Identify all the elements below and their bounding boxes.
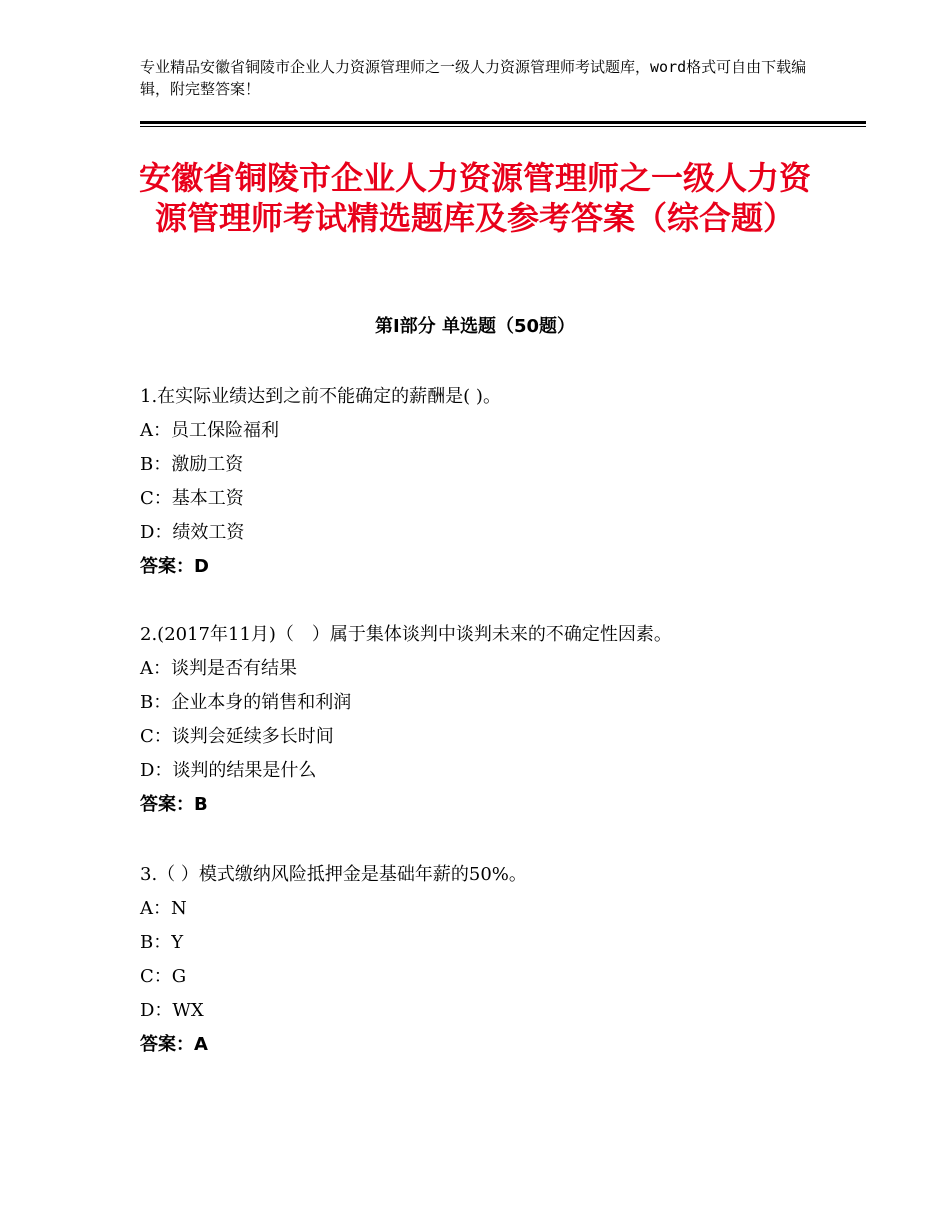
answer: 答案：D [140, 556, 209, 577]
answer: 答案：B [140, 794, 208, 815]
option-a: A：N [140, 898, 187, 919]
question-1 [140, 380, 840, 584]
answer: 答案：A [140, 1034, 208, 1055]
option-a: A：谈判是否有结果 [140, 658, 297, 679]
header-note: 专业精品安徽省铜陵市企业人力资源管理师之一级人力资源管理师考试题库，word格式可自由下载编辑，附完整答案！ [140, 58, 807, 98]
option-c: C：基本工资 [140, 488, 244, 509]
document-title: 安徽省铜陵市企业人力资源管理师之一级人力资源管理师考试精选题库及参考答案（综合题） [138, 159, 811, 237]
option-b: B：Y [140, 932, 184, 953]
question-2 [140, 618, 840, 822]
header-rule-thin [140, 126, 866, 127]
header-rule-thick [140, 121, 866, 124]
question-stem: 1.在实际业绩达到之前不能确定的薪酬是( )。 [140, 386, 501, 407]
option-d: D：绩效工资 [140, 522, 245, 543]
option-d: D：谈判的结果是什么 [140, 760, 317, 781]
option-c: C：谈判会延续多长时间 [140, 726, 334, 747]
section-heading: 第Ⅰ部分 单选题（50题） [374, 316, 575, 337]
option-b: B：企业本身的销售和利润 [140, 692, 352, 713]
option-b: B：激励工资 [140, 454, 244, 475]
question-stem: 2.(2017年11月)（ ）属于集体谈判中谈判未来的不确定性因素。 [140, 624, 672, 645]
option-a: A：员工保险福利 [140, 420, 279, 441]
option-d: D：WX [140, 1000, 204, 1021]
question-stem: 3.（ ）模式缴纳风险抵押金是基础年薪的50%。 [140, 864, 527, 885]
option-c: C：G [140, 966, 187, 987]
question-3 [140, 858, 840, 1062]
